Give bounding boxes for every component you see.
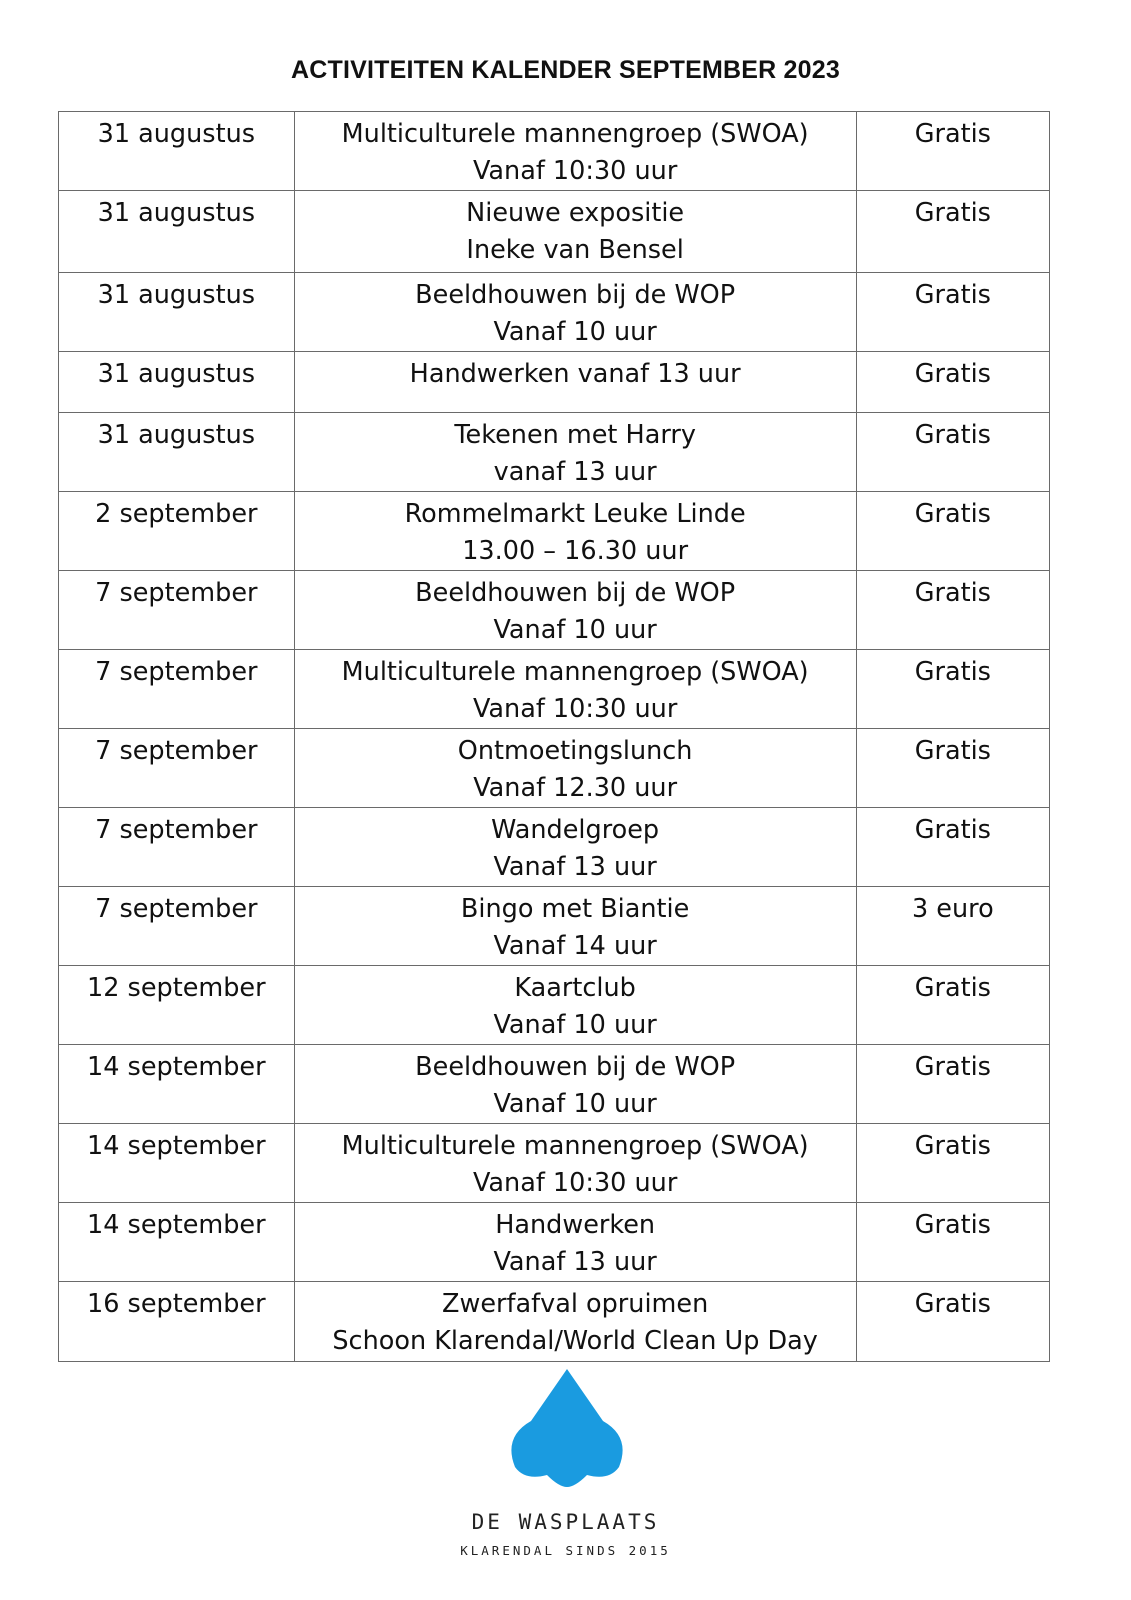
table-row [59, 571, 1050, 650]
date-cell: 16 september [59, 1282, 295, 1362]
activity-detail: Schoon Klarendal/World Clean Up Day [332, 1326, 818, 1356]
activity-cell [294, 273, 856, 352]
activity-detail: 13.00 – 16.30 uur [462, 536, 689, 566]
date-cell: 14 september [59, 1045, 295, 1124]
water-drop-icon [505, 1367, 629, 1487]
date-cell: 31 augustus [59, 273, 295, 352]
activity-line: Beeldhouwen bij de WOP [415, 578, 736, 608]
activity-cell [294, 112, 856, 191]
activity-line: Wandelgroep [491, 815, 660, 845]
activity-line: Handwerken vanaf 13 uur [409, 359, 741, 389]
activity-detail: Vanaf 14 uur [493, 931, 657, 961]
table-row [59, 191, 1050, 273]
activity-line: Nieuwe expositie [466, 198, 685, 228]
date-cell: 12 september [59, 966, 295, 1045]
table-row [59, 273, 1050, 352]
activity-detail: Vanaf 10:30 uur [472, 156, 678, 186]
activity-cell [294, 413, 856, 492]
activities-table [58, 111, 1050, 1362]
price-cell: Gratis [856, 729, 1049, 808]
activity-cell [294, 729, 856, 808]
date-cell: 14 september [59, 1203, 295, 1282]
price-cell: 3 euro [856, 887, 1049, 966]
price-cell: Gratis [856, 352, 1049, 413]
activity-cell [294, 352, 856, 413]
table-row [59, 492, 1050, 571]
activity-line: Zwerfafval opruimen [442, 1289, 709, 1319]
brand-tagline: KLARENDAL SINDS 2015 [460, 1543, 671, 1558]
activity-detail: Vanaf 10:30 uur [472, 1168, 678, 1198]
activity-cell [294, 571, 856, 650]
activity-detail: Vanaf 13 uur [493, 1247, 657, 1277]
activity-detail: Vanaf 10 uur [493, 615, 657, 645]
price-cell: Gratis [856, 492, 1049, 571]
price-cell: Gratis [856, 966, 1049, 1045]
date-cell: 7 september [59, 808, 295, 887]
activity-cell [294, 191, 856, 273]
price-cell: Gratis [856, 112, 1049, 191]
table-row [59, 1045, 1050, 1124]
price-cell: Gratis [856, 1282, 1049, 1362]
activity-cell [294, 1282, 856, 1362]
activity-detail: Ineke van Bensel [466, 235, 684, 265]
activity-detail: Vanaf 12.30 uur [473, 773, 678, 803]
table-row [59, 1203, 1050, 1282]
date-cell: 2 september [59, 492, 295, 571]
page-title: ACTIVITEITEN KALENDER SEPTEMBER 2023 [291, 56, 840, 84]
activity-line: Multiculturele mannengroep (SWOA) [341, 119, 809, 149]
activity-line: Beeldhouwen bij de WOP [415, 1052, 736, 1082]
price-cell: Gratis [856, 191, 1049, 273]
date-cell: 14 september [59, 1124, 295, 1203]
activity-cell [294, 1124, 856, 1203]
activity-cell [294, 650, 856, 729]
activity-cell [294, 492, 856, 571]
table-row [59, 413, 1050, 492]
price-cell: Gratis [856, 413, 1049, 492]
price-cell: Gratis [856, 1045, 1049, 1124]
activities-table-body [59, 112, 1050, 1362]
table-row [59, 1124, 1050, 1203]
table-row [59, 352, 1050, 413]
activity-line: Kaartclub [514, 973, 636, 1003]
logo-drop-shape [511, 1369, 622, 1487]
activity-cell [294, 1045, 856, 1124]
price-cell: Gratis [856, 1124, 1049, 1203]
activity-line: Bingo met Biantie [460, 894, 690, 924]
activity-line: Beeldhouwen bij de WOP [415, 280, 736, 310]
date-cell: 31 augustus [59, 413, 295, 492]
price-cell: Gratis [856, 571, 1049, 650]
table-row [59, 112, 1050, 191]
date-cell: 31 augustus [59, 112, 295, 191]
table-row [59, 966, 1050, 1045]
brand-name: DE WASPLAATS [471, 1510, 660, 1534]
activity-line: Handwerken [495, 1210, 656, 1240]
price-cell: Gratis [856, 1203, 1049, 1282]
table-row [59, 808, 1050, 887]
activity-cell [294, 966, 856, 1045]
table-row [59, 887, 1050, 966]
activity-line: Ontmoetingslunch [457, 736, 693, 766]
price-cell: Gratis [856, 273, 1049, 352]
date-cell: 7 september [59, 729, 295, 808]
date-cell: 7 september [59, 650, 295, 729]
activity-detail: Vanaf 10:30 uur [472, 694, 678, 724]
date-cell: 7 september [59, 887, 295, 966]
activity-detail: Vanaf 10 uur [493, 317, 657, 347]
activity-detail: Vanaf 10 uur [493, 1010, 657, 1040]
activity-line: Rommelmarkt Leuke Linde [404, 499, 746, 529]
date-cell: 31 augustus [59, 191, 295, 273]
table-row [59, 1282, 1050, 1362]
table-row [59, 729, 1050, 808]
price-cell: Gratis [856, 808, 1049, 887]
activity-detail: Vanaf 10 uur [493, 1089, 657, 1119]
table-row [59, 650, 1050, 729]
date-cell: 7 september [59, 571, 295, 650]
activity-cell [294, 808, 856, 887]
activity-detail: Vanaf 13 uur [493, 852, 657, 882]
activity-detail: vanaf 13 uur [493, 457, 657, 487]
activity-line: Multiculturele mannengroep (SWOA) [341, 1131, 809, 1161]
date-cell: 31 augustus [59, 352, 295, 413]
price-cell: Gratis [856, 650, 1049, 729]
activity-line: Multiculturele mannengroep (SWOA) [341, 657, 809, 687]
activity-line: Tekenen met Harry [454, 420, 696, 450]
activity-cell [294, 887, 856, 966]
activity-cell [294, 1203, 856, 1282]
